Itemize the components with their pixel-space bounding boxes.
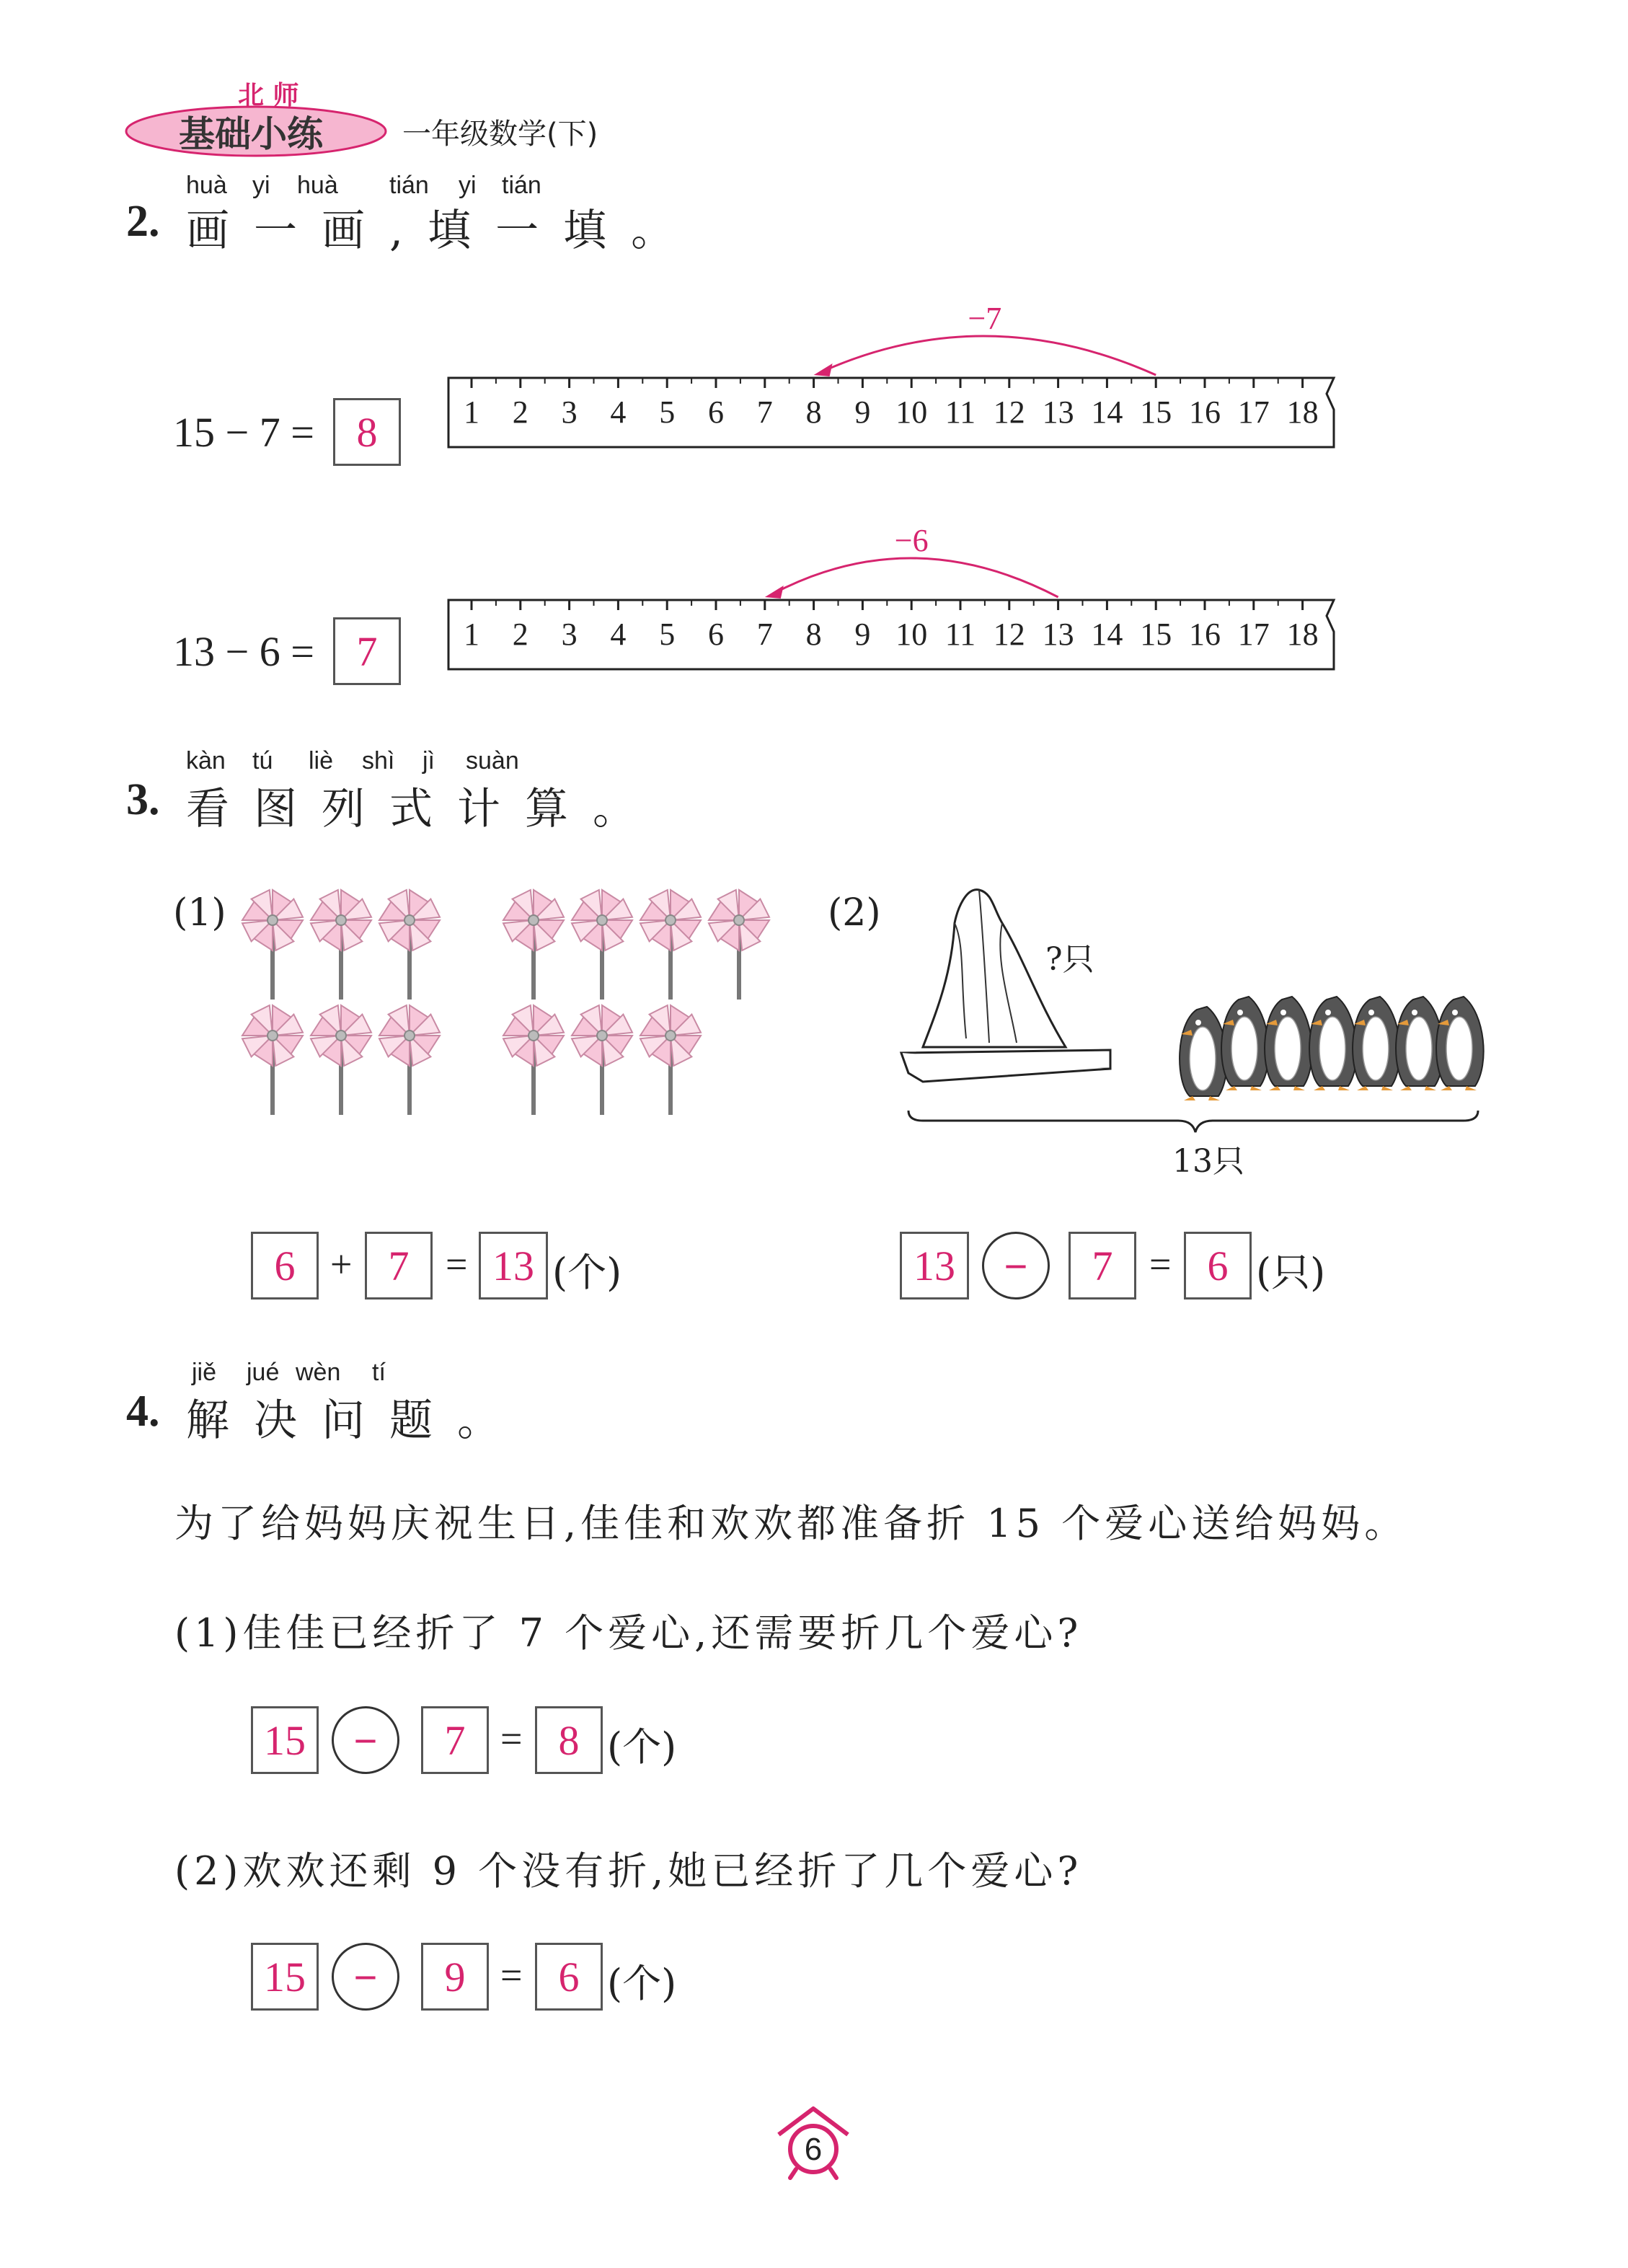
- tick-label: 17: [1237, 394, 1270, 430]
- question-title: 解决问题。: [186, 1395, 525, 1446]
- penguin: [1436, 997, 1484, 1090]
- question-number: 3.: [126, 775, 160, 824]
- tick-label: 12: [993, 394, 1025, 430]
- tick-label: 6: [708, 394, 724, 430]
- pinyin: jì: [423, 747, 435, 775]
- pinwheel: [503, 1005, 564, 1115]
- tick-label: 9: [854, 394, 871, 430]
- pinyin: jué: [247, 1359, 280, 1386]
- result-box[interactable]: 8: [535, 1706, 603, 1774]
- pinyin: liè: [309, 747, 334, 775]
- pinwheel: [572, 1005, 632, 1115]
- arrow-head: [765, 586, 784, 599]
- penguin: [1353, 997, 1400, 1090]
- tick-label: 9: [854, 617, 871, 652]
- number-line: [433, 519, 1355, 685]
- tick-label: 1: [464, 617, 479, 652]
- pinyin: tí: [372, 1359, 386, 1386]
- pinyin: tián: [389, 172, 429, 199]
- operator-circle[interactable]: −: [332, 1706, 399, 1774]
- operator-circle[interactable]: −: [332, 1943, 399, 2011]
- question-title: 画一画,填一填。: [186, 206, 699, 256]
- tick-label: 11: [944, 617, 976, 652]
- expression: 13 − 6 =: [173, 628, 314, 675]
- tick-label: 4: [610, 394, 627, 430]
- pinyin: shì: [362, 747, 395, 775]
- second-number-box[interactable]: 7: [421, 1706, 489, 1774]
- part-label: (2): [828, 891, 881, 935]
- arc-label: −7: [968, 301, 1002, 336]
- tick-label: 1: [464, 394, 479, 430]
- sub-question: (2)欢欢还剩 9 个没有折,她已经折了几个爱心?: [174, 1848, 1083, 1894]
- pinyin: yi: [459, 172, 477, 199]
- second-number-box[interactable]: 7: [1069, 1232, 1136, 1300]
- tick-label: 10: [895, 617, 928, 652]
- ruler: [448, 600, 1334, 669]
- pinyin: huà: [186, 172, 227, 199]
- tick-label: 17: [1237, 617, 1270, 652]
- unit-label: (个): [552, 1250, 622, 1295]
- pinwheel: [709, 890, 769, 1000]
- pinyin: kàn: [186, 747, 226, 775]
- first-number-box[interactable]: 6: [251, 1232, 319, 1300]
- tick-label: 2: [512, 617, 528, 652]
- tick-label: 10: [895, 394, 928, 430]
- question-title: 看图列式计算。: [186, 784, 660, 834]
- unit-label: (个): [607, 1961, 677, 2006]
- tick-label: 7: [756, 394, 773, 430]
- pinwheel: [572, 890, 632, 1000]
- tick-label: 15: [1140, 617, 1172, 652]
- part-label: (1): [173, 891, 226, 935]
- equals-sign: =: [500, 1717, 523, 1760]
- penguin: [1180, 1007, 1227, 1100]
- second-number-box[interactable]: 7: [365, 1232, 433, 1300]
- penguin: [1221, 997, 1269, 1090]
- jump-arc: [821, 336, 1156, 375]
- plus-sign: +: [330, 1243, 353, 1286]
- pinwheel: [640, 890, 701, 1000]
- tick-label: 12: [993, 617, 1025, 652]
- first-number-box[interactable]: 15: [251, 1943, 319, 2011]
- tick-label: 14: [1091, 394, 1123, 430]
- pinwheel: [379, 1005, 440, 1115]
- equals-sign: =: [1149, 1243, 1172, 1286]
- tick-label: 11: [944, 394, 976, 430]
- tick-label: 5: [659, 394, 676, 430]
- question-number: 4.: [126, 1387, 160, 1436]
- result-box[interactable]: 13: [479, 1232, 548, 1300]
- answer-box[interactable]: 8: [333, 398, 401, 466]
- tick-label: 13: [1042, 617, 1074, 652]
- pinyin: tián: [502, 172, 541, 199]
- tick-label: 18: [1286, 394, 1319, 430]
- problem-intro: 为了给妈妈庆祝生日,佳佳和欢欢都准备折 15 个爱心送给妈妈。: [174, 1501, 1408, 1546]
- pinwheel-illustration: [238, 880, 800, 1125]
- penguin: [1309, 997, 1357, 1090]
- pinwheel: [640, 1005, 701, 1115]
- second-number-box[interactable]: 9: [421, 1943, 489, 2011]
- tick-label: 3: [561, 617, 578, 652]
- question-label: ?只: [1045, 941, 1094, 978]
- page-number: 6: [804, 2132, 823, 2167]
- operator-circle[interactable]: −: [982, 1232, 1050, 1300]
- tick-label: 16: [1189, 394, 1221, 430]
- total-label: 13只: [1172, 1143, 1244, 1180]
- penguin: [1265, 997, 1312, 1090]
- tick-label: 13: [1042, 394, 1074, 430]
- ruler: [448, 378, 1334, 447]
- pinwheel: [379, 890, 440, 1000]
- book-title: 一年级数学(下): [402, 118, 598, 151]
- jump-arc: [772, 558, 1058, 597]
- equals-sign: =: [500, 1954, 523, 1997]
- tick-label: 14: [1091, 617, 1123, 652]
- pinyin: tú: [252, 747, 273, 775]
- pinyin: wèn: [296, 1359, 341, 1386]
- tick-label: 3: [561, 394, 578, 430]
- result-box[interactable]: 6: [535, 1943, 603, 2011]
- equals-sign: =: [446, 1243, 468, 1286]
- pinyin: jiě: [192, 1359, 217, 1386]
- tick-label: 15: [1140, 394, 1172, 430]
- number-line: [433, 288, 1355, 462]
- brand-title: 基础小练: [179, 113, 323, 155]
- expression: 15 − 7 =: [173, 409, 314, 456]
- question-number: 2.: [126, 197, 160, 246]
- tick-label: 5: [659, 617, 676, 652]
- tick-label: 2: [512, 394, 528, 430]
- pinwheel: [242, 1005, 303, 1115]
- sub-question: (1)佳佳已经折了 7 个爱心,还需要折几个爱心?: [174, 1610, 1083, 1656]
- tick-label: 16: [1189, 617, 1221, 652]
- result-box[interactable]: 6: [1184, 1232, 1252, 1300]
- answer-box[interactable]: 7: [333, 617, 401, 685]
- unit-label: (只): [1256, 1250, 1326, 1295]
- arrow-head: [814, 363, 833, 376]
- first-number-box[interactable]: 13: [900, 1232, 969, 1300]
- pinwheel: [311, 1005, 371, 1115]
- first-number-box[interactable]: 15: [251, 1706, 319, 1774]
- unit-label: (个): [607, 1724, 677, 1770]
- pinwheel: [503, 890, 564, 1000]
- pinyin: yi: [252, 172, 270, 199]
- pinwheel: [311, 890, 371, 1000]
- pinyin: suàn: [466, 747, 519, 775]
- tick-label: 4: [610, 617, 627, 652]
- tick-label: 8: [805, 617, 822, 652]
- brand-top: 北 师: [238, 81, 299, 110]
- tick-label: 8: [805, 394, 822, 430]
- pinwheel: [242, 890, 303, 1000]
- tick-label: 6: [708, 617, 724, 652]
- tick-label: 7: [756, 617, 773, 652]
- pinyin: huà: [297, 172, 338, 199]
- tick-label: 18: [1286, 617, 1319, 652]
- arc-label: −6: [894, 523, 929, 558]
